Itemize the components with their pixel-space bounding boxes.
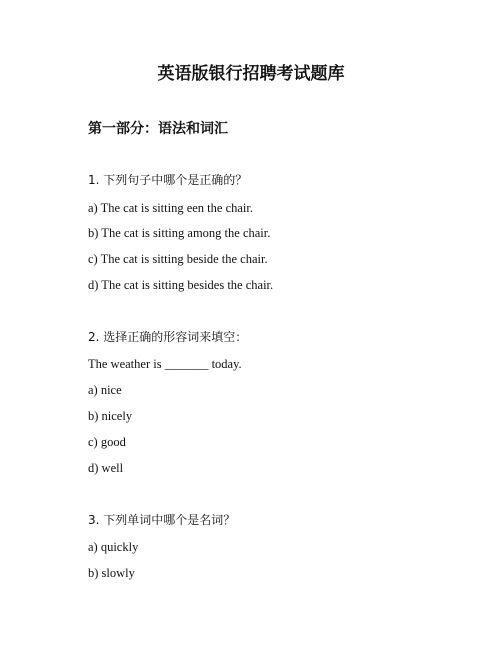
document-title: 英语版银行招聘考试题库 bbox=[157, 64, 345, 84]
question-1-option-b: b) The cat is sitting among the chair. bbox=[88, 226, 271, 240]
question-1-option-d: d) The cat is sitting besides the chair. bbox=[88, 278, 274, 292]
question-1-option-c: c) The cat is sitting beside the chair. bbox=[88, 252, 268, 266]
question-3-prompt: 3. 下列单词中哪个是名词？ bbox=[88, 513, 236, 527]
question-1-option-a: a) The cat is sitting een the chair. bbox=[88, 201, 253, 215]
question-2-prompt: 2. 选择正确的形容词来填空： bbox=[88, 330, 248, 344]
question-2-option-a: a) nice bbox=[88, 383, 122, 397]
question-2-option-d: d) well bbox=[88, 461, 124, 475]
question-2-sentence: The weather is _______ today. bbox=[88, 357, 242, 371]
question-3-option-a: a) quickly bbox=[88, 540, 139, 554]
question-3-option-b: b) slowly bbox=[88, 566, 135, 580]
question-2-option-c: c) good bbox=[88, 435, 126, 449]
section-heading: 第一部分：语法和词汇 bbox=[88, 121, 228, 137]
question-1-prompt: 1. 下列句子中哪个是正确的？ bbox=[88, 173, 248, 187]
question-2-option-b: b) nicely bbox=[88, 409, 133, 423]
